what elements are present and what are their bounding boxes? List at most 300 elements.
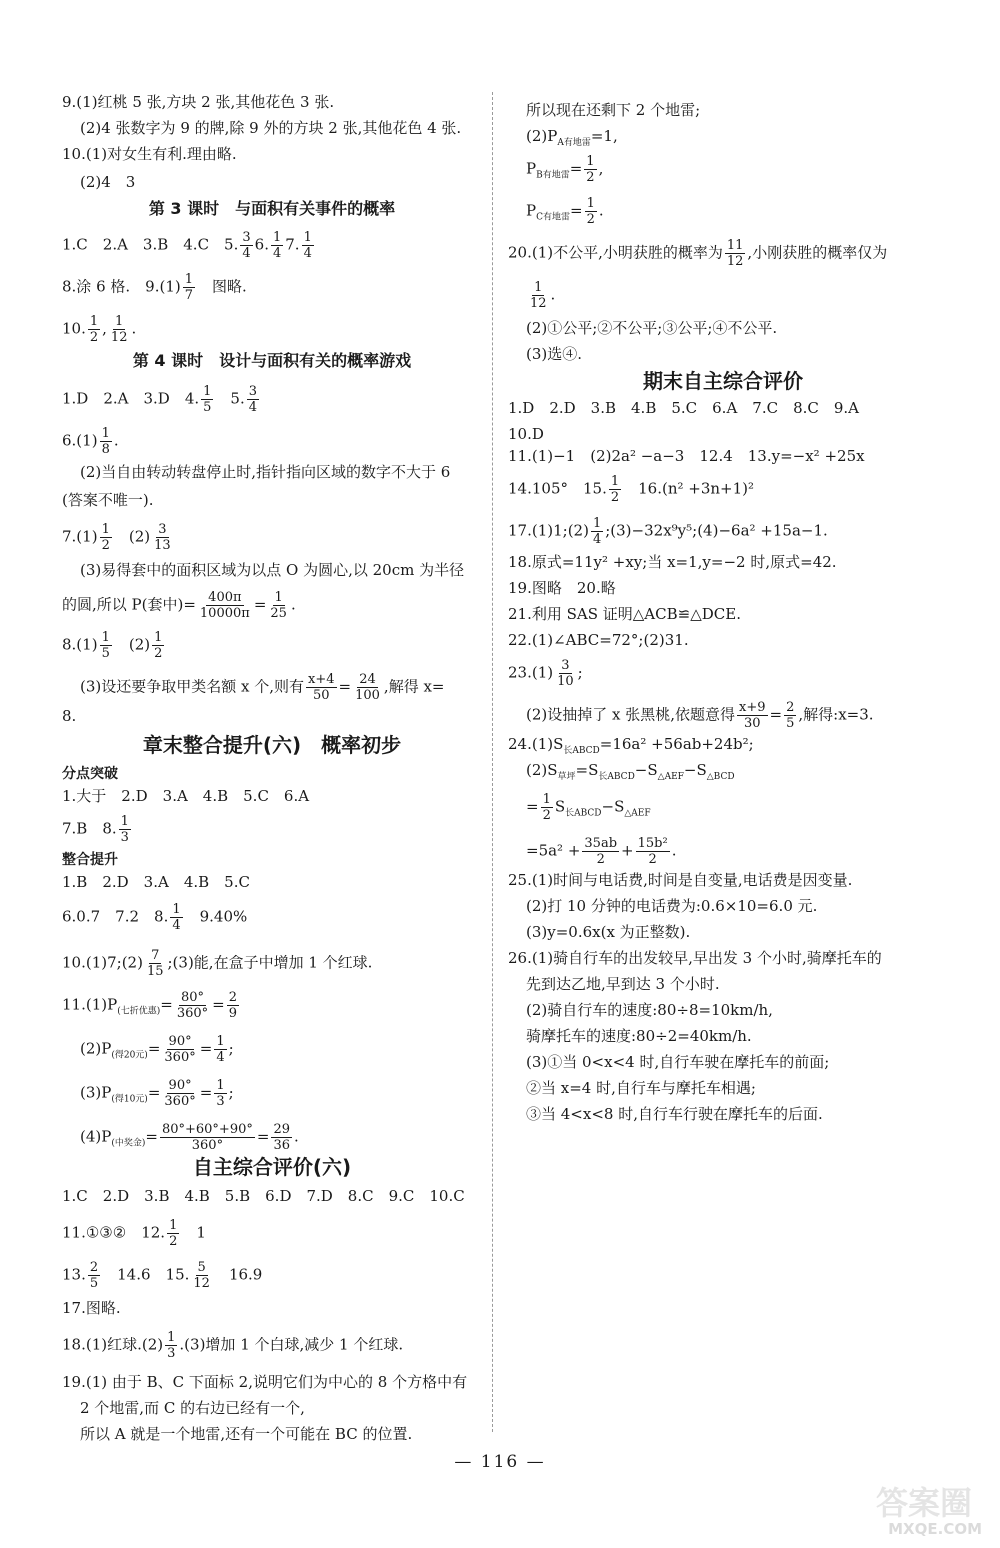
fraction-denominator: 4 xyxy=(303,246,312,261)
fraction-numerator: 5 xyxy=(197,1260,206,1275)
answer-text: = xyxy=(769,705,783,724)
answer-line xyxy=(62,1260,262,1291)
fraction xyxy=(175,990,210,1021)
fraction-denominator: 3 xyxy=(120,830,129,845)
answer-text: 第 4 课时 设计与面积有关的概率游戏 xyxy=(132,351,412,370)
answer-line xyxy=(80,1424,412,1444)
answer-text: + xyxy=(621,841,634,860)
answer-line xyxy=(80,1034,234,1066)
answer-line xyxy=(80,672,445,703)
fraction-numerator: 1 xyxy=(169,1218,178,1233)
answer-line xyxy=(508,552,837,572)
fraction-denominator: 25 xyxy=(270,606,287,621)
answer-text: . xyxy=(550,285,556,304)
answer-line xyxy=(526,280,555,311)
fraction xyxy=(585,196,597,227)
fraction-denominator: 5 xyxy=(786,716,795,731)
fraction xyxy=(737,700,768,731)
subscript-text: 长ABCD xyxy=(565,808,602,819)
fraction xyxy=(227,990,239,1021)
answer-text: 8. xyxy=(62,707,77,725)
fraction xyxy=(271,230,283,261)
answer-line xyxy=(62,314,136,345)
fraction xyxy=(306,672,337,703)
answer-text: (2)P xyxy=(80,1039,112,1058)
answer-text: 第 3 课时 与面积有关事件的概率 xyxy=(148,199,396,218)
answer-text: (3)①当 0<x<4 时,自行车驶在摩托车的前面; xyxy=(526,1053,830,1071)
answer-text: −S xyxy=(601,797,625,816)
fraction xyxy=(725,238,746,269)
fraction-numerator: 2 xyxy=(89,1260,99,1275)
fraction-denominator: 4 xyxy=(248,400,258,415)
answer-text: = xyxy=(212,995,225,1014)
answer-text: 自主综合评价(六) xyxy=(192,1155,352,1179)
answer-text: . xyxy=(290,595,296,614)
subscript-text: B有地雷 xyxy=(536,170,570,181)
fraction-denominator: 360° xyxy=(164,1094,196,1109)
answer-line xyxy=(508,734,754,761)
answer-text: 20.(1)不公平,小明获胜的概率为 xyxy=(508,243,723,262)
answer-text: (2) xyxy=(113,635,151,654)
answer-text: 17.(1)1;(2) xyxy=(508,521,589,540)
watermark-site: MXQE.COM xyxy=(888,1520,982,1538)
fraction xyxy=(160,1122,255,1153)
answer-text: S xyxy=(554,797,566,816)
fraction-numerator: 1 xyxy=(101,522,110,537)
answer-line xyxy=(62,384,261,415)
answer-text: (3)设还要争取甲类名额 x 个,则有 xyxy=(80,677,305,696)
fraction xyxy=(167,1218,179,1249)
answer-line xyxy=(80,462,450,482)
fraction-denominator: 2 xyxy=(610,490,620,505)
fraction-numerator: 2 xyxy=(786,700,795,715)
fraction xyxy=(240,230,252,261)
answer-line xyxy=(526,126,618,153)
answer-text: . xyxy=(671,841,677,860)
fraction xyxy=(145,948,166,979)
answer-text: = xyxy=(145,1127,158,1146)
fraction-denominator: 7 xyxy=(184,288,193,303)
answer-line xyxy=(508,238,887,269)
fraction-denominator: 2 xyxy=(169,1234,178,1249)
fraction-denominator: 2 xyxy=(542,808,551,823)
fraction-numerator: 1 xyxy=(272,230,282,245)
answer-line xyxy=(80,560,464,580)
section-heading xyxy=(508,368,938,394)
answer-line xyxy=(80,118,461,138)
fraction-numerator: 1 xyxy=(101,426,110,441)
fraction-numerator: 1 xyxy=(586,196,595,211)
answer-text: = xyxy=(147,1083,161,1102)
fraction-denominator: 2 xyxy=(648,852,657,867)
fraction-numerator: 29 xyxy=(273,1122,290,1137)
answer-text: P xyxy=(526,201,537,220)
fraction-denominator: 12 xyxy=(530,296,547,311)
answer-text: P xyxy=(526,159,537,178)
answer-text: 23.(1) xyxy=(508,663,554,682)
subscript-text: 长ABCD xyxy=(563,746,600,756)
answer-text: 所以现在还剩下 2 个地雷; xyxy=(526,101,701,119)
subscript-text: (中奖金) xyxy=(111,1138,146,1149)
fraction-numerator: 3 xyxy=(158,522,167,537)
fraction xyxy=(152,522,173,553)
answer-text: 5. xyxy=(215,389,245,408)
answer-line xyxy=(508,398,859,418)
fraction xyxy=(268,590,289,621)
fraction-numerator: 1 xyxy=(274,590,283,605)
answer-text: 1.D 2.A 3.D 4. xyxy=(62,389,200,408)
fraction xyxy=(100,522,112,553)
answer-text: 16.(n² +3n+1)² xyxy=(623,479,755,498)
fraction-numerator: x+4 xyxy=(308,672,335,687)
fraction-numerator: 1 xyxy=(303,230,312,245)
fraction-numerator: 1 xyxy=(89,314,99,329)
fraction-numerator: 24 xyxy=(359,672,376,687)
answer-text: ,解得 x= xyxy=(383,677,445,696)
fraction-numerator: x+9 xyxy=(739,700,766,715)
fraction-denominator: 2 xyxy=(101,538,110,553)
answer-line xyxy=(526,1026,752,1046)
fraction-denominator: 2 xyxy=(596,852,605,867)
answer-line xyxy=(526,196,604,228)
answer-line xyxy=(62,1186,465,1206)
subscript-text: C有地雷 xyxy=(536,212,570,223)
fraction xyxy=(528,280,549,311)
answer-line xyxy=(508,630,689,650)
answer-line xyxy=(526,344,582,364)
fraction xyxy=(88,1260,100,1291)
fraction xyxy=(584,154,596,185)
fraction-denominator: 4 xyxy=(242,246,251,261)
answer-text: 17.图略. xyxy=(62,1299,121,1317)
answer-line xyxy=(526,100,700,120)
answer-text: (3)P xyxy=(80,1083,112,1102)
answer-text: = xyxy=(569,201,583,220)
answer-text: 7.(1) xyxy=(62,527,98,546)
answer-line xyxy=(62,948,372,979)
answer-text: 1.C 2.D 3.B 4.B 5.B 6.D 7.D 8.C 9.C 10.C xyxy=(62,1187,465,1205)
fraction-denominator: 10000π xyxy=(199,606,250,621)
answer-text: = xyxy=(199,1039,213,1058)
answer-text: 24.(1)S xyxy=(508,735,564,753)
answer-text: = xyxy=(569,159,583,178)
fraction xyxy=(214,1078,226,1109)
answer-text: 1.D 2.D 3.B 4.B 5.C 6.A 7.C 8.C 9.A xyxy=(508,399,859,417)
answer-text: −S xyxy=(683,761,707,779)
answer-line xyxy=(508,948,882,968)
answer-text: = xyxy=(199,1083,213,1102)
answer-text: . xyxy=(294,1127,299,1146)
fraction xyxy=(183,272,195,303)
fraction-numerator: 3 xyxy=(248,384,258,399)
fraction-numerator: 1 xyxy=(172,902,181,917)
answer-line xyxy=(508,424,544,444)
fraction-denominator: 4 xyxy=(592,532,602,547)
section-heading xyxy=(62,1154,482,1180)
fraction xyxy=(109,314,130,345)
section-heading xyxy=(62,850,118,870)
answer-text: =S xyxy=(575,761,599,779)
answer-text: = xyxy=(526,797,539,816)
fraction-numerator: 80°+60°+90° xyxy=(161,1122,253,1137)
answer-text: = xyxy=(147,1039,161,1058)
answer-text: (3)易得套中的面积区域为以点 O 为圆心,以 20cm 为半径 xyxy=(80,561,465,579)
answer-text: (2)4 3 xyxy=(80,173,136,191)
answer-text: 骑摩托车的速度:80÷2=40km/h. xyxy=(526,1027,752,1045)
answer-line xyxy=(62,706,76,726)
answer-text: 8.涂 6 格. 9.(1) xyxy=(62,277,181,296)
answer-text: =1, xyxy=(590,127,618,145)
answer-text: (2)设抽掉了 x 张黑桃,依题意得 xyxy=(526,705,736,724)
subscript-text: △BCD xyxy=(706,772,735,782)
answer-text: 1.C 2.A 3.B 4.C 5. xyxy=(62,235,239,254)
answer-line xyxy=(62,786,309,806)
answer-text: 9.(1)红桃 5 张,方块 2 张,其他花色 3 张. xyxy=(62,93,335,111)
answer-line xyxy=(526,896,817,916)
answer-text: =5a² + xyxy=(526,841,581,860)
fraction-denominator: 50 xyxy=(312,688,330,703)
fraction xyxy=(100,426,112,457)
answer-text: = xyxy=(256,1127,270,1146)
answer-text: = xyxy=(160,995,173,1014)
fraction-numerator: 2 xyxy=(228,990,237,1005)
answer-text: . xyxy=(598,201,604,220)
subscript-text: (七折优惠) xyxy=(117,1006,161,1017)
fraction-numerator: 1 xyxy=(120,814,129,829)
fraction xyxy=(162,1078,197,1109)
fraction-numerator: 7 xyxy=(151,948,160,963)
answer-line xyxy=(62,1330,403,1361)
answer-text: = xyxy=(253,595,267,614)
answer-line xyxy=(526,1052,829,1072)
section-heading xyxy=(62,732,482,758)
answer-text: ;(3)能,在盒子中增加 1 个红球. xyxy=(167,953,373,972)
fraction xyxy=(191,1260,212,1291)
column-divider xyxy=(492,92,493,1432)
fraction-denominator: 2 xyxy=(154,646,163,661)
answer-line xyxy=(62,144,237,164)
answer-text: ③当 4<x<8 时,自行车行驶在摩托车的后面. xyxy=(526,1105,823,1123)
answer-line xyxy=(526,154,603,186)
fraction xyxy=(582,836,619,867)
fraction-numerator: 1 xyxy=(216,1078,225,1093)
answer-text: 11.(1)−1 (2)2a² −a−3 12.4 13.y=−x² +25x xyxy=(508,447,865,465)
fraction-numerator: 1 xyxy=(534,280,543,295)
watermark-logo xyxy=(832,1478,982,1538)
fraction xyxy=(247,384,259,415)
answer-text: 18.(1)红球.(2) xyxy=(62,1335,164,1354)
answer-text: = xyxy=(338,677,352,696)
fraction-numerator: 3 xyxy=(561,658,570,673)
answer-text: −S xyxy=(634,761,658,779)
answer-line xyxy=(526,1104,823,1124)
fraction-numerator: 1 xyxy=(101,630,110,645)
section-heading xyxy=(62,198,482,220)
fraction xyxy=(271,1122,292,1153)
answer-text: (2)4 张数字为 9 的牌,除 9 外的方块 2 张,其他花色 4 张. xyxy=(80,119,462,137)
answer-line xyxy=(62,426,119,457)
answer-text: (2)当自由转动转盘停止时,指针指向区域的数字不大于 6 xyxy=(80,463,451,481)
answer-line xyxy=(526,792,651,824)
answer-text: 先到达乙地,早到达 3 个小时. xyxy=(526,975,720,993)
subscript-text: 长ABCD xyxy=(598,772,635,782)
answer-text: (2)S xyxy=(526,761,558,779)
fraction xyxy=(88,314,100,345)
section-heading xyxy=(62,764,118,784)
answer-text: =16a² +56ab+24b²; xyxy=(599,735,754,753)
answer-text: ; xyxy=(577,663,583,682)
answer-text: ②当 x=4 时,自行车与摩托车相遇; xyxy=(526,1079,756,1097)
fraction xyxy=(100,630,112,661)
fraction-numerator: 90° xyxy=(168,1078,192,1093)
fraction-numerator: 1 xyxy=(610,474,620,489)
answer-text: (2)P xyxy=(526,127,558,145)
page-number: — 116 — xyxy=(454,1452,546,1472)
fraction-denominator: 30 xyxy=(743,716,761,731)
fraction-denominator: 12 xyxy=(110,330,128,345)
fraction-denominator: 12 xyxy=(193,1276,210,1291)
answer-line xyxy=(508,658,583,689)
answer-text: 的圆,所以 P(套中)= xyxy=(62,595,196,614)
answer-text: . xyxy=(131,319,137,338)
subscript-text: (得10元) xyxy=(111,1094,148,1105)
answer-text: ; xyxy=(228,1083,234,1102)
fraction-denominator: 5 xyxy=(101,646,110,661)
fraction-numerator: 1 xyxy=(542,792,551,807)
answer-text: 6. xyxy=(254,235,269,254)
fraction-denominator: 360° xyxy=(164,1050,196,1065)
answer-text: (答案不唯一). xyxy=(62,491,154,509)
answer-text: (3)选④. xyxy=(526,345,583,363)
answer-text: (2)打 10 分钟的电话费为:0.6×10=6.0 元. xyxy=(526,897,818,915)
answer-text: 13. xyxy=(62,1265,86,1284)
answer-line xyxy=(80,172,135,192)
answer-line xyxy=(62,872,250,892)
fraction-denominator: 5 xyxy=(89,1276,99,1291)
fraction-numerator: 1 xyxy=(154,630,163,645)
answer-text: ,小刚获胜的概率仅为 xyxy=(747,243,888,262)
answer-text: 11.(1)P xyxy=(62,995,118,1014)
fraction-numerator: 1 xyxy=(203,384,212,399)
fraction-numerator: 1 xyxy=(167,1330,176,1345)
fraction-denominator: 4 xyxy=(272,246,282,261)
answer-line xyxy=(526,836,676,867)
fraction xyxy=(636,836,670,867)
answer-line xyxy=(62,990,241,1022)
answer-line xyxy=(508,578,616,598)
subscript-text: △AEF xyxy=(624,808,651,819)
fraction-numerator: 80° xyxy=(180,990,204,1005)
answer-line xyxy=(508,474,754,505)
answer-text: 21.利用 SAS 证明△ACB≌△DCE. xyxy=(508,605,741,623)
answer-text: 章末整合提升(六) 概率初步 xyxy=(142,733,402,757)
fraction-denominator: 100 xyxy=(355,688,380,703)
fraction xyxy=(353,672,382,703)
fraction xyxy=(609,474,621,505)
answer-line xyxy=(80,1398,305,1418)
fraction-denominator: 2 xyxy=(586,212,595,227)
answer-text: 1.大于 2.D 3.A 4.B 5.C 6.A xyxy=(62,787,310,805)
answer-text: 2 个地雷,而 C 的右边已经有一个, xyxy=(80,1399,305,1417)
watermark-logo-text: 答案圈 xyxy=(875,1484,972,1522)
fraction-denominator: 13 xyxy=(154,538,171,553)
subscript-text: A有地雷 xyxy=(557,138,591,148)
answer-text: (4)P xyxy=(80,1127,112,1146)
answer-text: ; xyxy=(228,1039,234,1058)
answer-line xyxy=(526,974,720,994)
section-heading xyxy=(62,350,482,372)
fraction-numerator: 1 xyxy=(216,1034,225,1049)
answer-text: ,解得:x=3. xyxy=(798,705,874,724)
answer-text: , xyxy=(102,319,107,338)
answer-text: 26.(1)骑自行车的出发较早,早出发 3 个小时,骑摩托车的 xyxy=(508,949,882,967)
answer-text: (2) xyxy=(113,527,151,546)
fraction-numerator: 3 xyxy=(242,230,251,245)
subscript-text: △AEF xyxy=(657,772,684,782)
answer-text: 1 xyxy=(181,1223,206,1242)
fraction xyxy=(170,902,182,933)
answer-text: 9.40% xyxy=(184,907,248,926)
fraction-denominator: 4 xyxy=(172,918,181,933)
answer-text: 16.9 xyxy=(213,1265,263,1284)
answer-line xyxy=(508,516,828,547)
answer-line xyxy=(508,870,852,890)
fraction-numerator: 35ab xyxy=(584,836,618,851)
fraction-numerator: 11 xyxy=(726,238,744,253)
answer-text: 10.(1)对女生有利.理由略. xyxy=(62,145,237,163)
fraction-denominator: 3 xyxy=(216,1094,225,1109)
fraction-denominator: 5 xyxy=(203,400,212,415)
answer-text: 25.(1)时间与电话费,时间是自变量,电话费是因变量. xyxy=(508,871,853,889)
fraction xyxy=(591,516,603,547)
answer-text: 19.图略 20.略 xyxy=(508,579,616,597)
answer-line xyxy=(526,700,874,731)
fraction-denominator: 12 xyxy=(726,254,744,269)
answer-line xyxy=(62,814,133,845)
fraction-denominator: 15 xyxy=(146,964,164,979)
answer-line xyxy=(526,318,777,338)
fraction xyxy=(152,630,164,661)
answer-line xyxy=(80,1122,299,1154)
fraction-denominator: 36 xyxy=(273,1138,290,1153)
answer-line xyxy=(62,92,334,112)
answer-line xyxy=(62,902,247,933)
fraction-denominator: 2 xyxy=(89,330,99,345)
answer-text: .(3)增加 1 个白球,减少 1 个红球. xyxy=(179,1335,404,1354)
fraction-denominator: 10 xyxy=(557,674,574,689)
answer-text: 所以 A 就是一个地雷,还有一个可能在 BC 的位置. xyxy=(80,1425,413,1443)
answer-text: 10. xyxy=(62,319,86,338)
answer-line xyxy=(62,1218,206,1249)
answer-text: 图略. xyxy=(197,277,247,296)
fraction-denominator: 4 xyxy=(216,1050,225,1065)
fraction xyxy=(201,384,213,415)
answer-line xyxy=(526,1078,756,1098)
fraction xyxy=(555,658,576,689)
fraction xyxy=(165,1330,177,1361)
answer-text: 14.6 15. xyxy=(102,1265,190,1284)
answer-text: 11.①③② 12. xyxy=(62,1223,166,1242)
fraction-numerator: 1 xyxy=(592,516,602,531)
answer-text: 1.B 2.D 3.A 4.B 5.C xyxy=(62,873,250,891)
answer-text: 分点突破 xyxy=(62,766,118,782)
answer-text: (3)y=0.6x(x 为正整数). xyxy=(526,923,691,941)
answer-text: (2)骑自行车的速度:80÷8=10km/h, xyxy=(526,1001,773,1019)
fraction xyxy=(541,792,553,823)
fraction-denominator: 3 xyxy=(167,1346,176,1361)
fraction xyxy=(302,230,314,261)
fraction xyxy=(214,1034,226,1065)
